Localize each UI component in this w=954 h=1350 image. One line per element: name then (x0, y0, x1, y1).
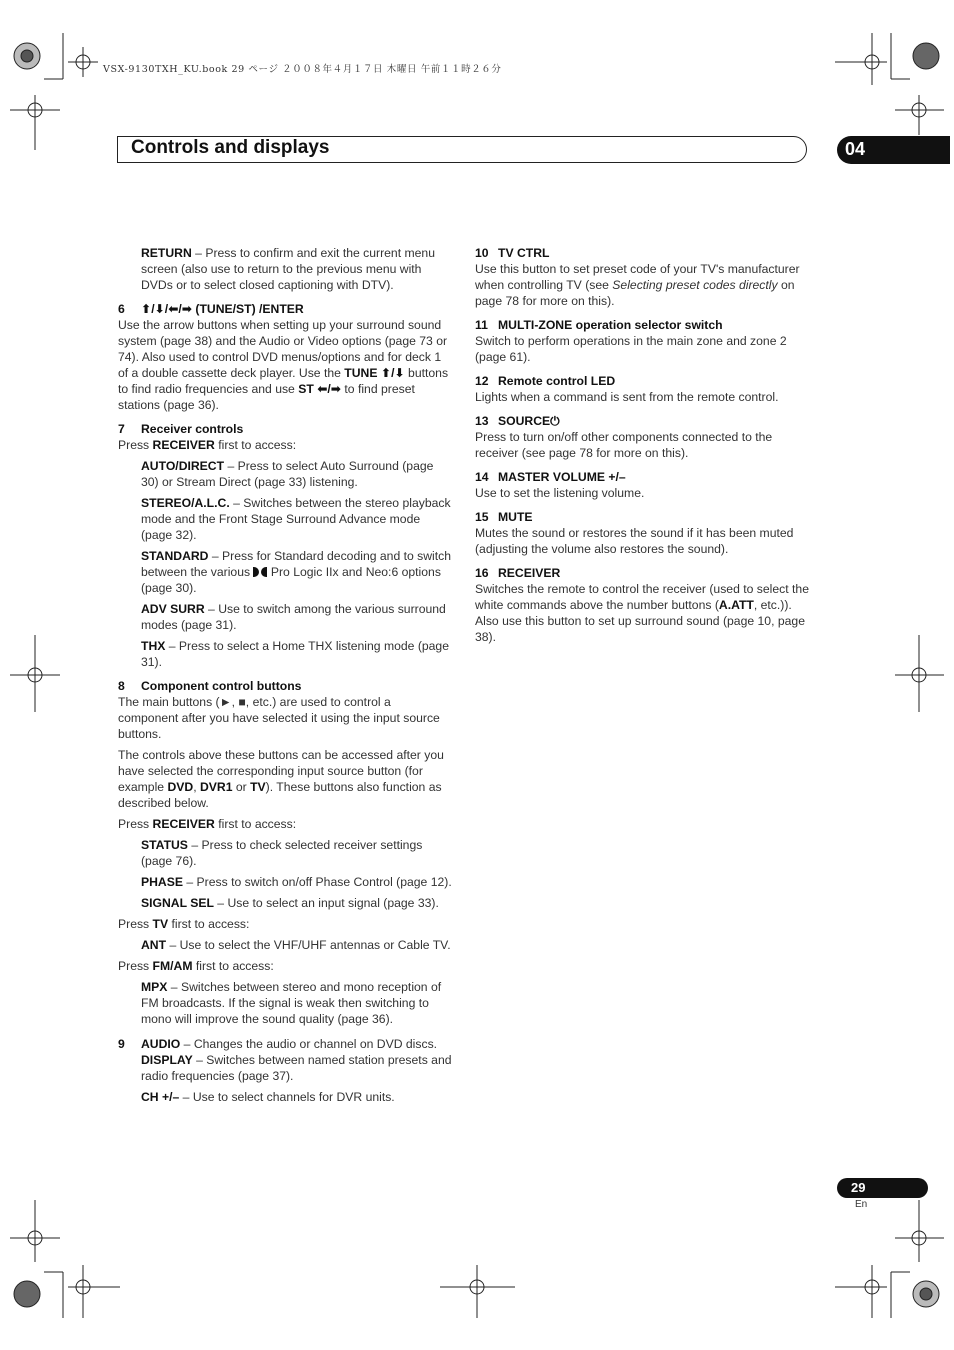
entry-text: – Press to select a Home THX listening mode (page 31). (141, 639, 449, 669)
left-column (118, 245, 452, 1105)
return-label: RETURN (141, 246, 192, 260)
section-10-heading (475, 245, 811, 261)
entry-text: – Use to switch among the various surround modes (page 31). (141, 602, 446, 632)
section-10-body (475, 261, 811, 309)
body-text: Press (118, 917, 153, 931)
return-entry (118, 245, 452, 293)
body-text: , (193, 780, 200, 794)
entry-label: MPX (141, 980, 168, 994)
tv-label: TV (250, 780, 266, 794)
body-text: on page 78 for more on this). (475, 278, 795, 308)
thx-entry (118, 638, 452, 670)
section-title: Remote control LED (498, 374, 616, 388)
entry-text: – Changes the audio or channel on DVD discs. (180, 1037, 438, 1051)
section-11-heading (475, 317, 811, 333)
section-number: 15 (475, 510, 489, 524)
entry-label: STATUS (141, 838, 188, 852)
section-title: TV CTRL (498, 246, 550, 260)
dvr1-label: DVR1 (199, 780, 233, 794)
entry-text: – Press to select Auto Surround (page 30) or Stream Direct (page 33) listening. (141, 459, 434, 489)
section-title: RECEIVER (498, 566, 561, 580)
language-code: En (855, 1199, 868, 1210)
ch-entry (118, 1089, 452, 1105)
chapter-tab (837, 136, 950, 164)
section-16-body (475, 581, 811, 645)
page-number-tab (837, 1178, 928, 1198)
fmam-label: FM/AM (152, 959, 193, 973)
section-8-body-1: The main buttons (►, ■, etc.) are used to control a component after you have selected it using the input source buttons. (118, 695, 440, 741)
section-11-body: Switch to perform operations in the main zone and zone 2 (page 61). (475, 334, 787, 364)
section-title: MASTER VOLUME +/– (498, 470, 626, 484)
entry-label: SIGNAL SEL (141, 896, 214, 910)
section-13-body: Press to turn on/off other components connected to the receiver (see page 78 for more on this). (475, 430, 773, 460)
section-9-audio-entry (118, 1036, 452, 1052)
section-title: MUTE (498, 510, 533, 524)
entry-text: Pro Logic IIx and Neo:6 options (page 30). (141, 565, 441, 595)
chapter-number: 04 (845, 139, 866, 159)
entry-label: AUTO/DIRECT (141, 459, 225, 473)
ant-entry (118, 937, 452, 953)
dvd-label: DVD (167, 780, 194, 794)
entry-label: DISPLAY (141, 1053, 193, 1067)
mpx-entry (118, 979, 452, 1027)
adv-surr-entry (118, 601, 452, 633)
entry-label: STANDARD (141, 549, 209, 563)
auto-direct-entry (118, 458, 452, 490)
section-12-heading (475, 373, 811, 389)
section-15-body: Mutes the sound or restores the sound if it has been muted (adjusting the volume also restores the sound). (475, 526, 794, 556)
section-6-body (118, 317, 452, 413)
entry-label: ADV SURR (141, 602, 205, 616)
tv-label: TV (152, 917, 169, 931)
entry-text: – Switches between stereo and mono reception of FM broadcasts. If the signal is weak then switching to mono will improve the sound quality (page 36). (141, 980, 442, 1026)
section-number: 10 (475, 246, 489, 260)
entry-text: – Press to switch on/off Phase Control (page 12). (183, 875, 452, 889)
entry-label: STEREO/A.L.C. (141, 496, 230, 510)
entry-text: – Press for Standard decoding and to switch between the various (141, 549, 452, 579)
registration-rosette-icon (913, 43, 939, 69)
entry-text: – Press to check selected receiver settings (page 76). (141, 838, 423, 868)
section-number: 13 (475, 414, 489, 428)
signal-sel-entry (118, 895, 452, 911)
section-title: Receiver controls (141, 422, 244, 436)
press-fmam-line (118, 958, 452, 974)
body-text: buttons to find radio frequencies and use (118, 366, 449, 396)
body-text: Press (118, 817, 153, 831)
stereo-alc-entry (118, 495, 452, 543)
entry-text: – Use to select the VHF/UHF antennas or Cable TV. (166, 938, 451, 952)
page-number: 29 (851, 1180, 866, 1195)
body-text: first to access: (192, 959, 274, 973)
body-text: ). These buttons also function as described below. (118, 780, 442, 810)
entry-text: – Use to select an input signal (page 33). (213, 896, 439, 910)
section-title: ⬆/⬇/⬅/➡ (TUNE/ST) /ENTER (141, 302, 304, 316)
section-6-heading (118, 301, 452, 317)
section-number: 11 (475, 318, 488, 332)
section-number: 8 (118, 679, 125, 693)
section-8-body-2 (118, 747, 452, 811)
dolby-logo-icon (253, 567, 267, 577)
section-8-heading (118, 678, 452, 694)
reference-title: Selecting preset codes directly (612, 278, 778, 292)
section-number: 14 (475, 470, 489, 484)
print-info-line: VSX-9130TXH_KU.book 29 ページ ２００８年４月１７日 木曜日 午前１１時２６分 (103, 64, 502, 75)
receiver-label: RECEIVER (152, 817, 215, 831)
section-16-heading (475, 565, 811, 581)
aatt-label: A.ATT (718, 598, 754, 612)
section-number: 12 (475, 374, 489, 388)
section-number: 9 (118, 1037, 125, 1051)
body-text: The controls above these buttons can be accessed after you have selected the corresponding input source button (for example (118, 748, 444, 794)
right-column (475, 245, 811, 645)
body-text: first to access: (214, 438, 297, 452)
section-12-body: Lights when a command is sent from the remote control. (475, 390, 779, 404)
section-number: 7 (118, 422, 125, 436)
section-7-heading (118, 421, 452, 437)
phase-entry (118, 874, 452, 890)
section-15-heading (475, 509, 811, 525)
receiver-label: RECEIVER (152, 438, 215, 452)
section-13-heading (475, 413, 811, 429)
entry-text: – Switches between named station presets and radio frequencies (page 37). (141, 1053, 452, 1083)
body-text: or (232, 780, 251, 794)
display-entry (118, 1052, 452, 1084)
section-title: MULTI-ZONE operation selector switch (498, 318, 723, 332)
section-title: SOURCE⏻ (498, 414, 560, 428)
body-text: Use the arrow buttons when setting up your surround sound system (page 38) and the Audio or Video options (page 73 or 74). Also used to control DVD menus/options and for deck 1 of a double cassette deck player. Use the (118, 318, 448, 380)
section-number: 6 (118, 302, 125, 316)
press-receiver-line (118, 816, 452, 832)
section-14-body: Use to set the listening volume. (475, 486, 645, 500)
body-text: Use this button to set preset code of your TV's manufacturer when controlling TV (see (475, 262, 800, 292)
entry-label: THX (141, 639, 166, 653)
entry-label: CH +/– (141, 1090, 180, 1104)
section-number: 16 (475, 566, 489, 580)
status-entry (118, 837, 452, 869)
tune-label: TUNE ⬆/⬇ (344, 366, 405, 380)
press-receiver-line (118, 437, 452, 453)
st-label: ST ⬅/➡ (298, 382, 342, 396)
body-text: , etc.)). Also use this button to set up surround sound (page 10, page 38). (475, 598, 805, 644)
body-text: Press (118, 959, 153, 973)
body-text: first to access: (168, 917, 250, 931)
body-text: Press (118, 438, 153, 452)
press-tv-line (118, 916, 452, 932)
return-text: – Press to confirm and exit the current menu screen (also use to return to the previous menu with DVDs or to select closed captioning with DTV). (141, 246, 435, 292)
entry-label: PHASE (141, 875, 183, 889)
section-title: Component control buttons (141, 679, 302, 693)
entry-text: – Use to select channels for DVR units. (179, 1090, 395, 1104)
entry-label: ANT (141, 938, 167, 952)
standard-entry (118, 548, 452, 596)
entry-label: AUDIO (141, 1037, 181, 1051)
page-title: Controls and displays (131, 137, 330, 158)
body-text: Switches the remote to control the receiver (used to select the white commands above the number buttons ( (475, 582, 809, 612)
body-text: to find preset stations (page 36). (118, 382, 415, 412)
body-text: first to access: (214, 817, 297, 831)
section-14-heading (475, 469, 811, 485)
entry-text: – Switches between the stereo playback mode and the Front Stage Surround Advance mode (page 32). (141, 496, 451, 542)
